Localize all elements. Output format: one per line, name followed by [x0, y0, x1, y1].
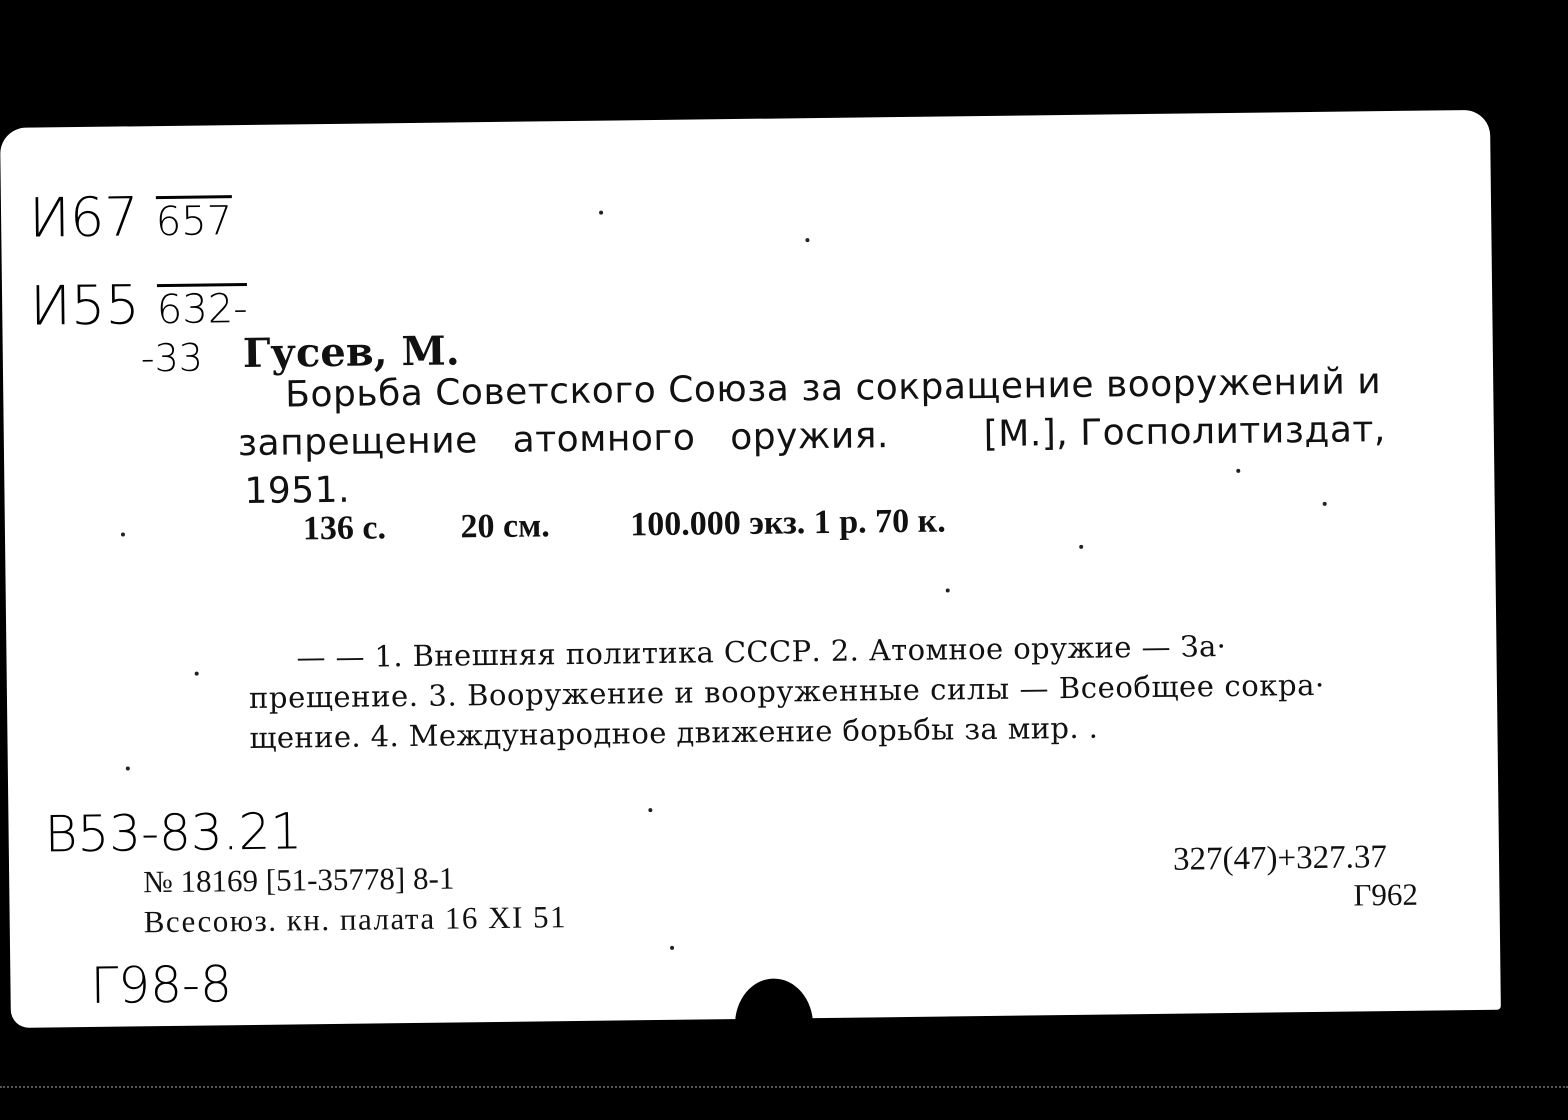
- author-heading: Гусев, М.: [242, 327, 460, 378]
- speck: [1079, 545, 1083, 549]
- call-number-1: [29, 177, 233, 249]
- speck: [195, 672, 199, 676]
- speck: [121, 533, 125, 537]
- publisher: [М.], Госполитиздат,: [983, 409, 1387, 456]
- speck: [805, 238, 809, 242]
- speck: [126, 766, 130, 770]
- speck: [599, 211, 603, 215]
- call-number-1-sub: 657: [155, 195, 232, 245]
- udc-classification: 327(47)+327.37: [1172, 839, 1388, 878]
- handwritten-code: В53-83.21: [44, 802, 303, 864]
- book-chamber: Всесоюз. кн. палата 16 XI 51: [143, 899, 568, 940]
- physical-description: [303, 502, 946, 548]
- subject-line-3: щение. 4. Международное движение борьбы за мир. .: [249, 710, 1099, 755]
- title-word-atomnogo: атомного: [512, 417, 696, 461]
- subject-line-1: — — 1. Внешняя политика СССР. 2. Атомное оружие — За·: [296, 629, 1227, 675]
- speck: [648, 808, 652, 812]
- speck: [670, 946, 674, 950]
- size: 20 см.: [460, 507, 550, 546]
- title-line-1: Борьба Советского Союза за сокращение вооружений и: [285, 361, 1382, 416]
- call-number-2-prefix: И55: [29, 273, 141, 338]
- copies-price: 100.000 экз. 1 р. 70 к.: [630, 502, 946, 544]
- scan-edge-line: [0, 1086, 1568, 1088]
- title-word-oruzhiya: оружия.: [729, 415, 890, 459]
- call-number-2-sub: 632-: [157, 283, 248, 333]
- author-mark: Г962: [1353, 876, 1419, 913]
- pages: 136 с.: [302, 509, 387, 548]
- speck: [1323, 502, 1327, 506]
- title-line-2: [238, 409, 1386, 464]
- publication-year: 1951.: [244, 469, 351, 513]
- call-number-2: [30, 265, 248, 338]
- call-number-3: -33: [140, 335, 204, 381]
- title-word-zapreshchenie: запрещение: [237, 420, 478, 465]
- speck: [1236, 469, 1240, 473]
- subject-line-2: прещение. 3. Вооружение и вооруженные силы — Всеобщее сокра·: [248, 667, 1326, 715]
- ink-blot: [734, 978, 813, 1071]
- registry-number: № 18169 [51-35778] 8-1: [143, 860, 455, 900]
- speck: [946, 588, 950, 592]
- catalog-card: [0, 110, 1501, 1028]
- call-number-1-prefix: И67: [28, 185, 139, 250]
- handwritten-footer: Г98-8: [90, 955, 233, 1015]
